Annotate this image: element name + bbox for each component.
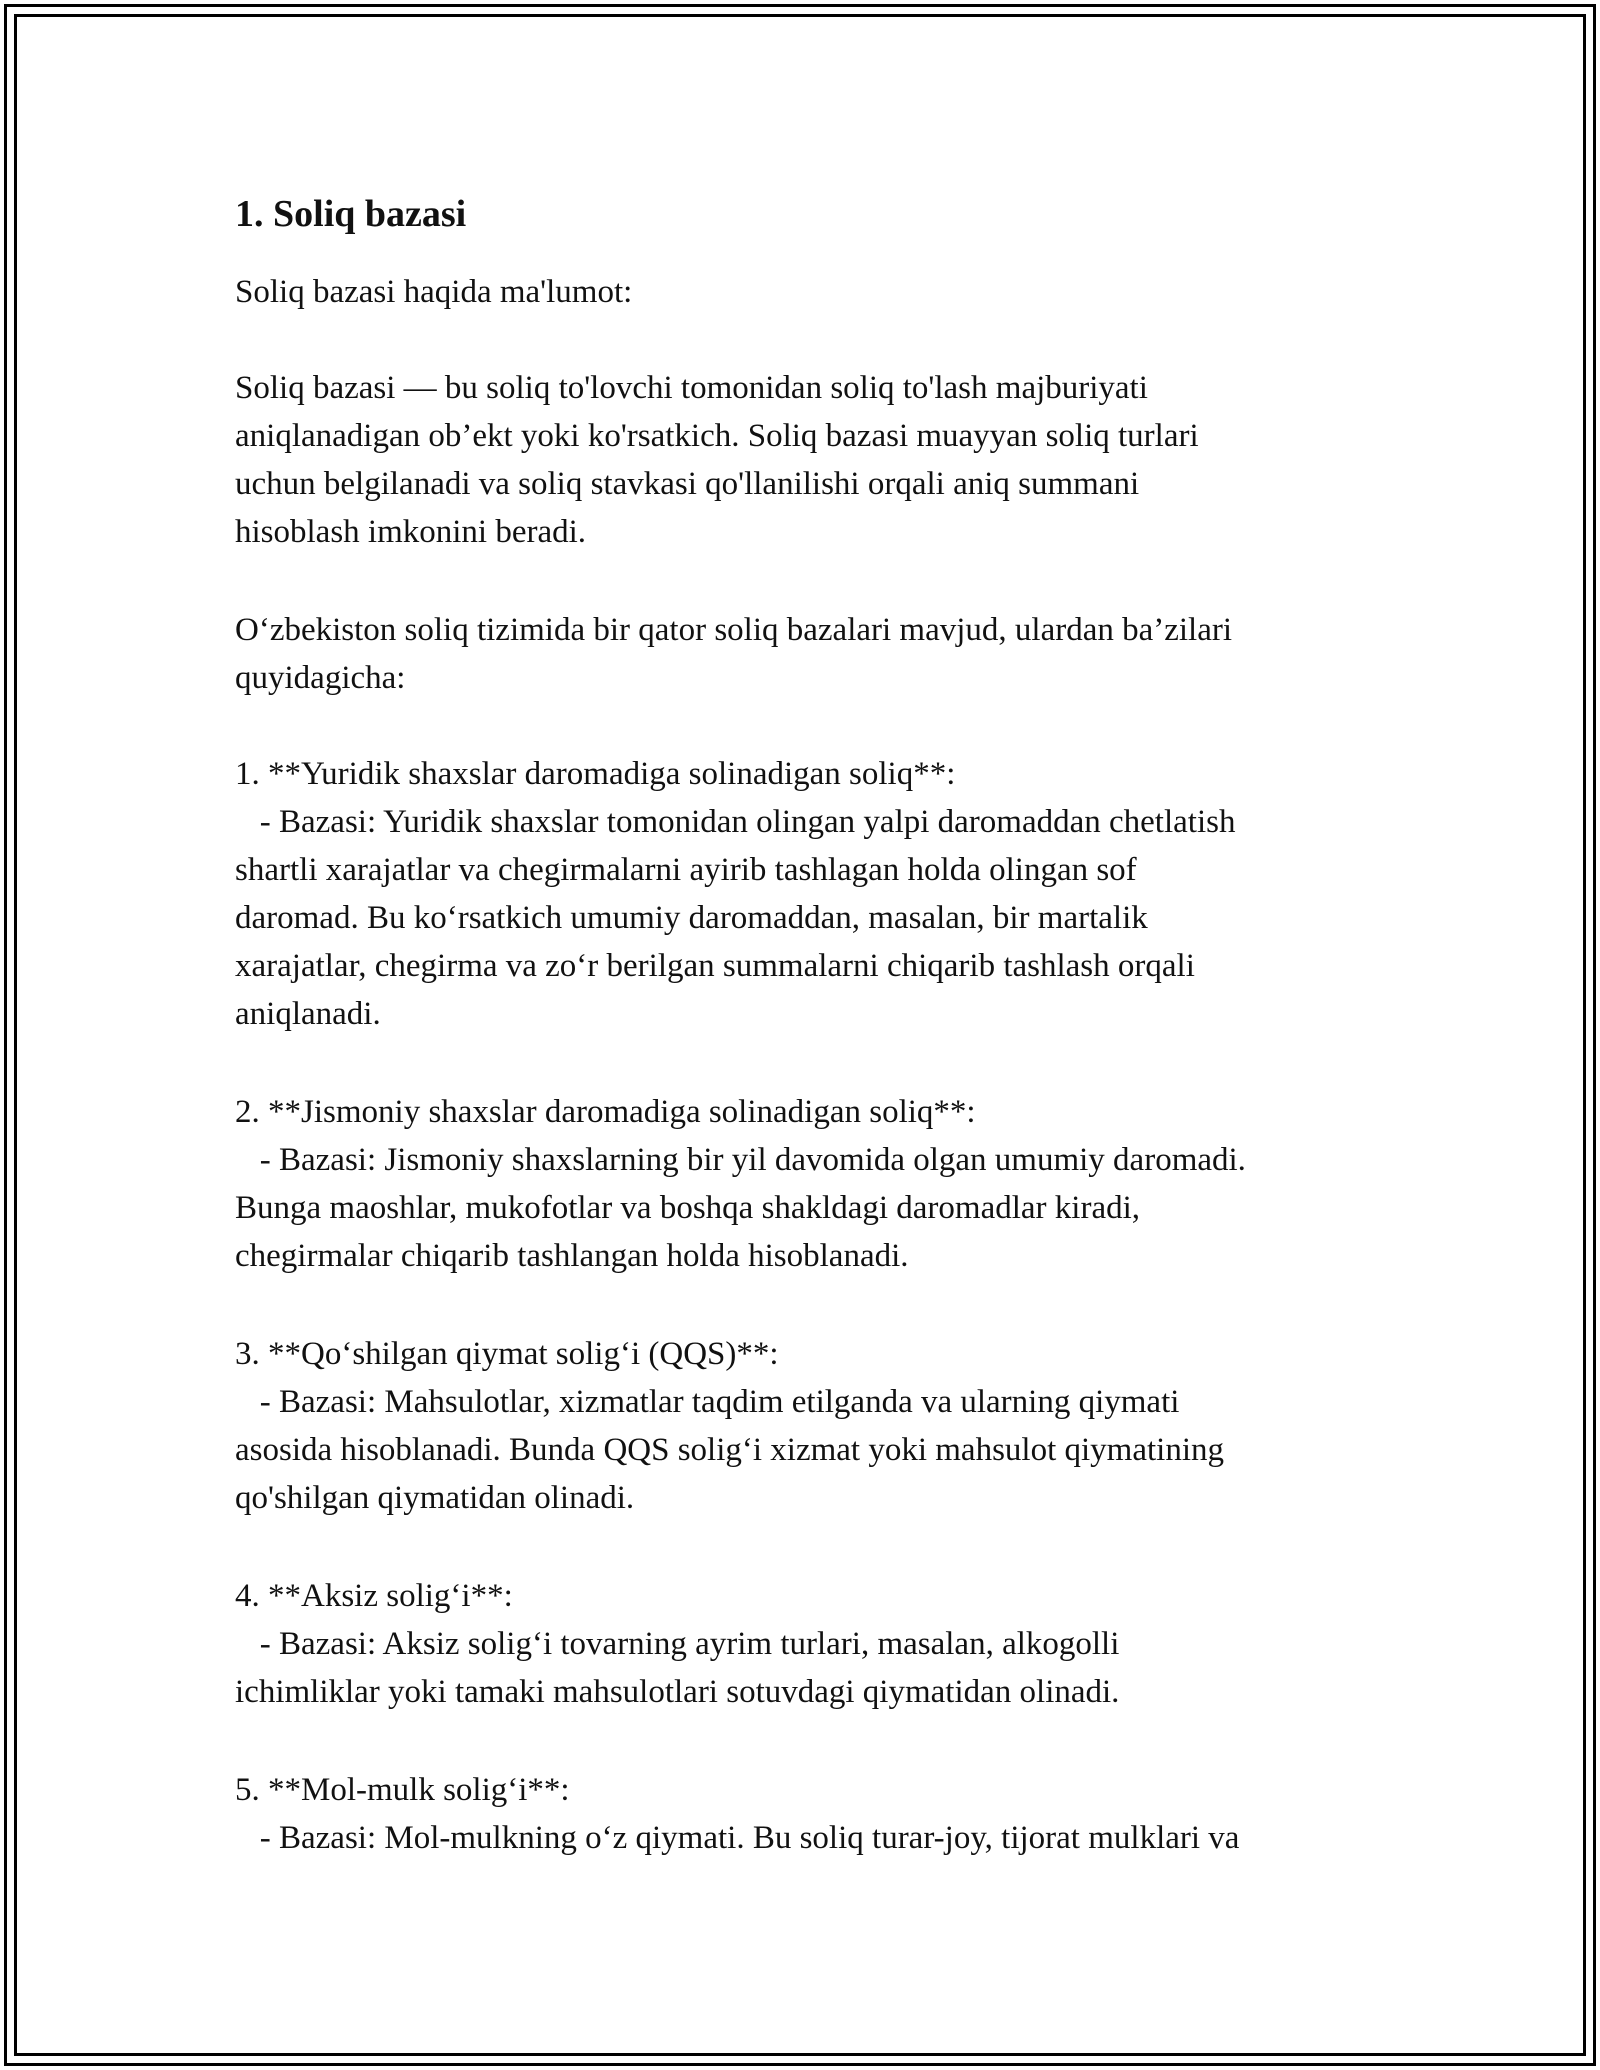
item-3-line: asosida hisoblanadi. Bunda QQS solig‘i xizmat yoki mahsulot qiymatining xyxy=(235,1432,1225,1468)
item-1-line: - Bazasi: Yuridik shaxslar tomonidan olingan yalpi daromaddan chetlatish xyxy=(235,804,1236,840)
definition-line: uchun belgilanadi va soliq stavkasi qo'llanilishi orqali aniq summani xyxy=(235,466,1140,502)
item-3-line: - Bazasi: Mahsulotlar, xizmatlar taqdim etilganda va ularning qiymati xyxy=(235,1384,1180,1420)
item-5-line: - Bazasi: Mol-mulkning o‘z qiymati. Bu soliq turar-joy, tijorat mulklari va xyxy=(235,1820,1240,1856)
item-2-line: - Bazasi: Jismoniy shaxslarning bir yil davomida olgan umumiy daromadi. xyxy=(235,1142,1246,1178)
item-3-line: qo'shilgan qiymatidan olinadi. xyxy=(235,1480,635,1516)
item-1-line: shartli xarajatlar va chegirmalarni ayirib tashlagan holda olingan sof xyxy=(235,852,1137,888)
definition-line: aniqlanadigan ob’ekt yoki ko'rsatkich. Soliq bazasi muayyan soliq turlari xyxy=(235,418,1199,454)
item-5-title: 5. **Mol-mulk solig‘i**: xyxy=(235,1772,570,1808)
definition-line: hisoblash imkonini beradi. xyxy=(235,514,587,550)
item-2-line: chegirmalar chiqarib tashlangan holda hisoblanadi. xyxy=(235,1238,909,1274)
item-2-title: 2. **Jismoniy shaxslar daromadiga solinadigan soliq**: xyxy=(235,1094,976,1130)
item-2-line: Bunga maoshlar, mukofotlar va boshqa shakldagi daromadlar kiradi, xyxy=(235,1190,1141,1226)
overview-line: O‘zbekiston soliq tizimida bir qator soliq bazalari mavjud, ulardan ba’zilari xyxy=(235,612,1233,648)
item-1-line: aniqlanadi. xyxy=(235,996,381,1032)
item-3-title: 3. **Qo‘shilgan qiymat solig‘i (QQS)**: xyxy=(235,1336,779,1372)
item-1-line: daromad. Bu ko‘rsatkich umumiy daromaddan, masalan, bir martalik xyxy=(235,900,1148,936)
item-1-title: 1. **Yuridik shaxslar daromadiga solinadigan soliq**: xyxy=(235,756,956,792)
definition-line: Soliq bazasi — bu soliq to'lovchi tomonidan soliq to'lash majburiyati xyxy=(235,370,1148,406)
item-4-line: - Bazasi: Aksiz solig‘i tovarning ayrim turlari, masalan, alkogolli xyxy=(235,1626,1120,1662)
intro-line: Soliq bazasi haqida ma'lumot: xyxy=(235,274,633,310)
item-1-line: xarajatlar, chegirma va zo‘r berilgan summalarni chiqarib tashlash orqali xyxy=(235,948,1195,984)
item-4-title: 4. **Aksiz solig‘i**: xyxy=(235,1578,513,1614)
section-heading: 1. Soliq bazasi xyxy=(235,193,467,235)
item-4-line: ichimliklar yoki tamaki mahsulotlari sotuvdagi qiymatidan olinadi. xyxy=(235,1674,1120,1710)
overview-line: quyidagicha: xyxy=(235,660,406,696)
